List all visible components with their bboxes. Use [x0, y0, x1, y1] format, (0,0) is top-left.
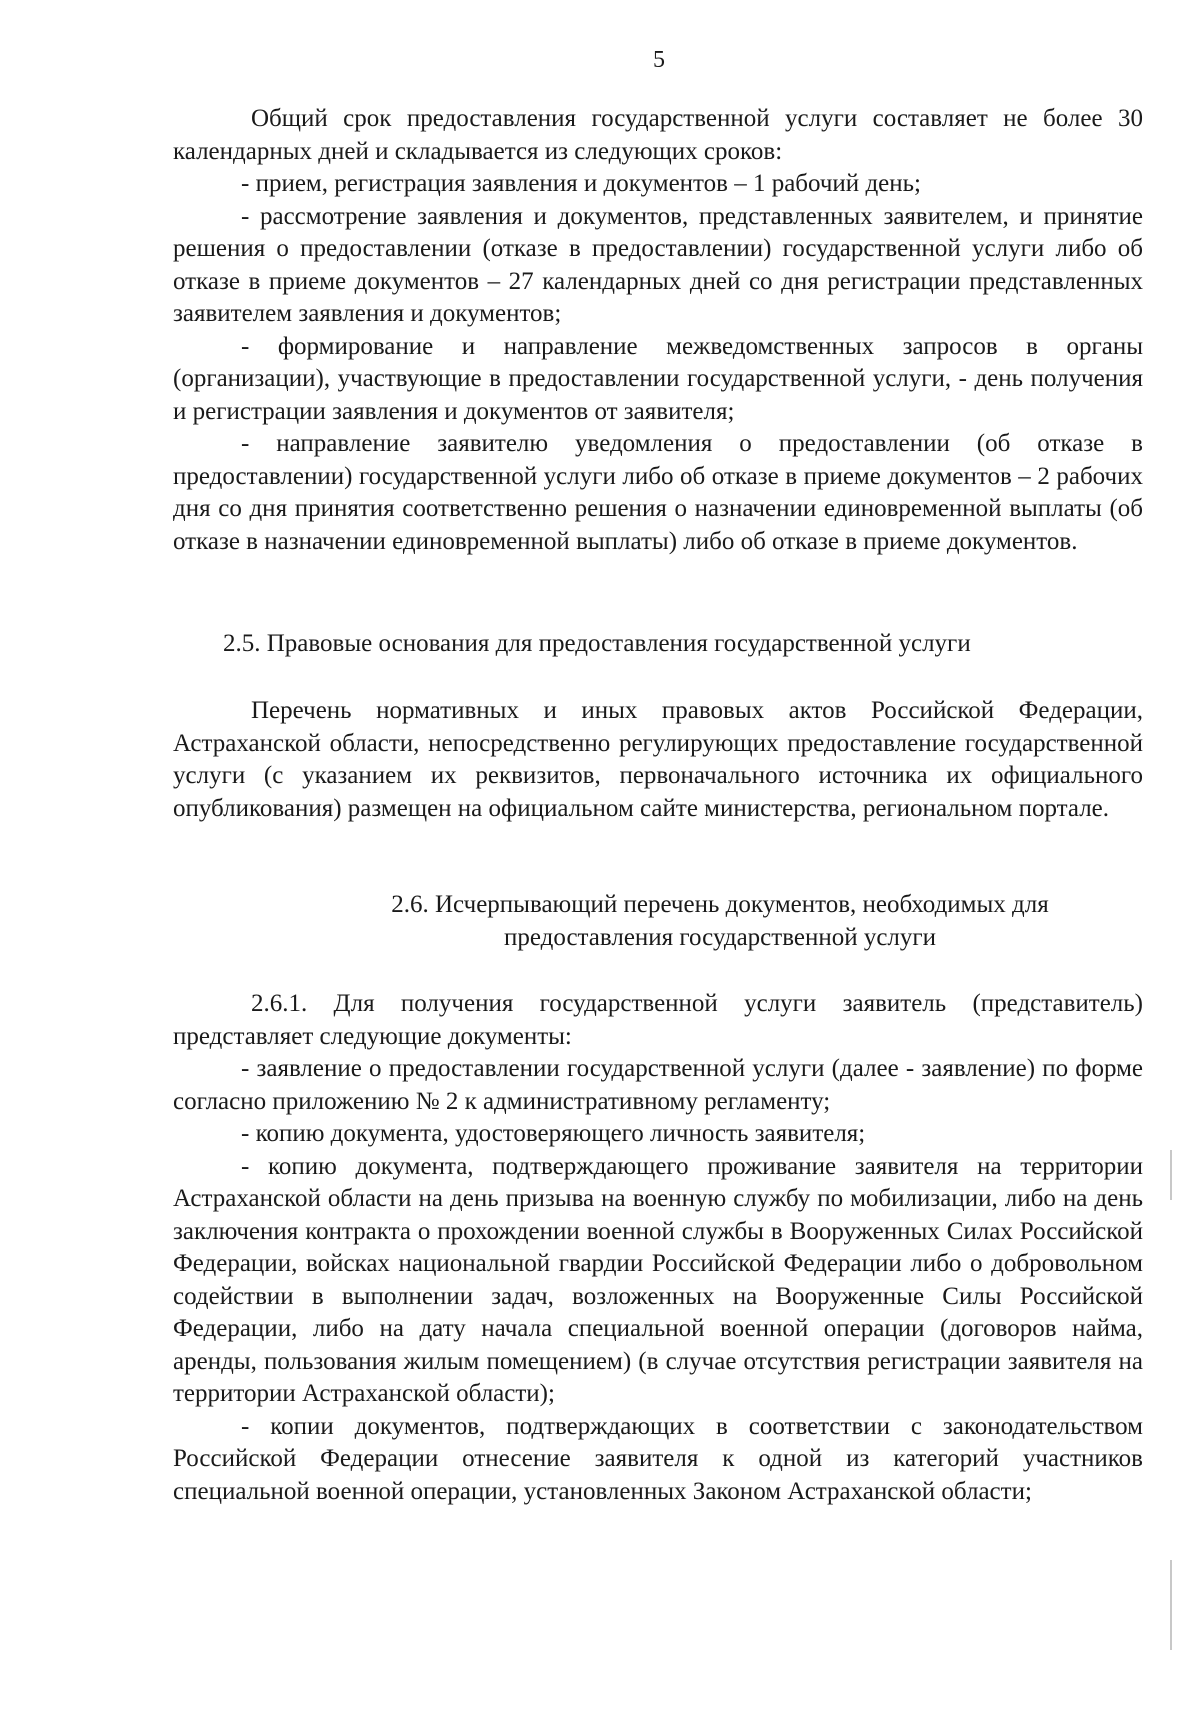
text-block-legal-basis	[173, 695, 1143, 825]
list-item-interagency-requests: - формирование и направление межведомственных запросов в органы (организации), участвующие в предоставлении государственной услуги, - день получения и регистрации заявления и документов от заявителя;	[173, 332, 1143, 425]
section-heading-2-6-line1: 2.6. Исчерпывающий перечень документов, необходимых для	[391, 891, 1049, 918]
paragraph-2-6-1: 2.6.1. Для получения государственной услуги заявитель (представитель) представляет следующие документы:	[173, 990, 1143, 1050]
page-number: 5	[653, 47, 665, 73]
list-item-application: - заявление о предоставлении государственной услуги (далее - заявление) по форме согласно приложению № 2 к административному регламенту;	[173, 1055, 1143, 1115]
list-item-registration: - прием, регистрация заявления и документов – 1 рабочий день;	[241, 170, 921, 197]
section-heading-2-6-line2: предоставления государственной услуги	[503, 923, 937, 951]
text-block-terms	[173, 103, 1143, 558]
section-heading-2-6	[220, 889, 1200, 954]
list-item-identity-copy: - копию документа, удостоверяющего личность заявителя;	[241, 1120, 866, 1147]
scan-edge-mark	[1170, 1560, 1172, 1650]
list-item-consideration: - рассмотрение заявления и документов, представленных заявителем, и принятие решения о предоставлении (отказе в предоставлении) государственной услуги либо об отказе в приеме документов – 27 календарных дней со дня регистрации представленных заявителем заявления и документов;	[173, 202, 1143, 327]
scan-edge-mark	[1170, 1150, 1172, 1200]
paragraph-legal-acts: Перечень нормативных и иных правовых актов Российской Федерации, Астраханской области, непосредственно регулирующих предоставление государственной услуги (с указанием их реквизитов, первоначального источника их официального опубликования) размещен на официальном сайте министерства, региональном портале.	[173, 697, 1143, 822]
text-block-documents	[173, 988, 1143, 1508]
section-heading-2-5: 2.5. Правовые основания для предоставления государственной услуги	[223, 630, 971, 657]
paragraph-total-term: Общий срок предоставления государственной услуги составляет не более 30 календарных дней и складывается из следующих сроков:	[173, 105, 1143, 165]
list-item-notification: - направление заявителю уведомления о предоставлении (об отказе в предоставлении) государственной услуги либо об отказе в приеме документов – 2 рабочих дня со дня принятия соответственно решения о назначении единовременной выплаты (об отказе в назначении единовременной выплаты) либо об отказе в приеме документов.	[173, 430, 1143, 555]
list-item-residence-copy: - копию документа, подтверждающего проживание заявителя на территории Астраханской области на день призыва на военную службу по мобилизации, либо на день заключения контракта о прохождении военной службы в Вооруженных Силах Российской Федерации, войсках национальной гвардии Российской Федерации либо о добровольном содействии в выполнении задач, возложенных на Вооруженные Силы Российской Федерации, либо на дату начала специальной военной операции (договоров найма, аренды, пользования жилым помещением) (в случае отсутствия регистрации заявителя на территории Астраханской области);	[173, 1152, 1143, 1407]
list-item-category-copies: - копии документов, подтверждающих в соответствии с законодательством Российской Федерации отнесение заявителя к одной из категорий участников специальной военной операции, установленных Законом Астраханской области;	[173, 1412, 1143, 1505]
